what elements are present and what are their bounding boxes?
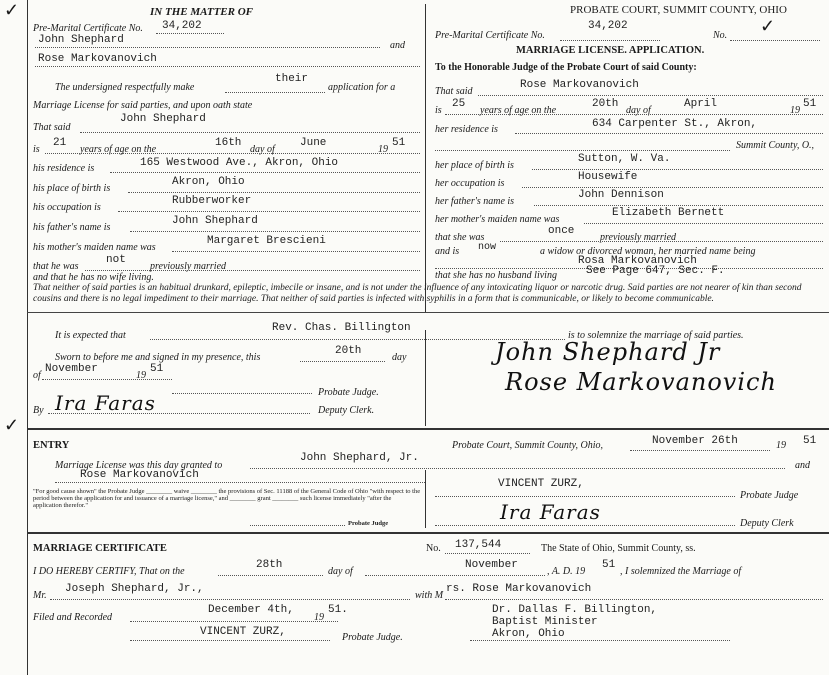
rule xyxy=(534,205,823,206)
divider-certificate xyxy=(27,532,829,534)
rule xyxy=(250,525,345,526)
filed-date: December 4th, xyxy=(208,604,294,616)
left-mother: Margaret Brescieni xyxy=(207,235,326,247)
certify-label: I DO HEREBY CERTIFY, That on the xyxy=(33,566,185,577)
right-age: 25 xyxy=(452,98,466,110)
rule xyxy=(730,40,820,41)
left-year: 51 xyxy=(392,137,406,149)
rule xyxy=(445,114,823,115)
check-mark-icon: ✓ xyxy=(4,415,20,435)
right-county: Summit County, O., xyxy=(736,140,815,151)
left-birthplace-label: his place of birth is xyxy=(33,183,111,194)
left-and: and xyxy=(390,40,405,51)
right-no-label: No. xyxy=(713,30,728,41)
right-year: 51 xyxy=(803,98,817,110)
right-cert-no: 34,202 xyxy=(588,20,628,32)
rule xyxy=(118,211,420,212)
rule xyxy=(130,621,338,622)
left-father-label: his father's name is xyxy=(33,222,111,233)
right-was-value: once xyxy=(548,225,575,237)
mrs-name: rs. Rose Markovanovich xyxy=(446,583,592,595)
to-judge: To the Honorable Judge of the Probate Court of said County: xyxy=(435,62,697,73)
certify-solemnized: , I solemnized the Marriage of xyxy=(620,566,742,577)
undersigned-post: application for a xyxy=(328,82,396,93)
entry-deputy-clerk: Deputy Clerk xyxy=(740,518,794,529)
check-mark-icon: ✓ xyxy=(760,16,776,36)
rule xyxy=(130,231,420,232)
entry-divider xyxy=(425,470,426,528)
certify-day-of: day of xyxy=(328,566,353,577)
left-heading: IN THE MATTER OF xyxy=(150,6,253,18)
left-birth-month: June xyxy=(300,137,327,149)
mr-label: Mr. xyxy=(33,590,47,601)
rule xyxy=(42,379,172,380)
left-that-said: That said xyxy=(33,122,71,133)
sworn-day: 20th xyxy=(335,345,362,357)
certify-year: 51 xyxy=(602,559,616,571)
left-occupation-label: his occupation is xyxy=(33,202,101,213)
entry-year: 51 xyxy=(803,435,817,447)
minister-city: Akron, Ohio xyxy=(492,628,565,640)
entry-heading: ENTRY xyxy=(33,440,70,451)
divider-entry xyxy=(27,428,829,430)
certificate-judge-name: VINCENT ZURZ, xyxy=(200,626,286,638)
rule xyxy=(532,169,823,170)
rule xyxy=(35,66,420,67)
rule xyxy=(560,40,660,41)
left-year-prefix: 19 xyxy=(378,144,388,155)
right-andis-pre: and is xyxy=(435,246,460,257)
filed-year-prefix: 19 xyxy=(314,612,324,623)
right-birth-day: 20th xyxy=(592,98,619,110)
entry-court: Probate Court, Summit County, Ohio, xyxy=(452,440,604,451)
expected-label: It is expected that xyxy=(55,330,126,341)
right-birthplace: Sutton, W. Va. xyxy=(578,153,671,165)
rule xyxy=(130,640,330,641)
right-residence-label: her residence is xyxy=(435,124,498,135)
left-no-wife: and that he has no wife living. xyxy=(33,272,154,283)
with-label: with M xyxy=(415,590,444,601)
right-occupation: Housewife xyxy=(578,171,638,183)
entry-clerk-signature: Ira Faras xyxy=(500,500,601,524)
undersigned-pre: The undersigned respectfully make xyxy=(55,82,195,93)
right-was-label: that she was xyxy=(435,232,485,243)
certificate-no: 137,544 xyxy=(455,539,502,551)
entry-date: November 26th xyxy=(652,435,738,447)
right-cert-label: Pre-Marital Certificate No. xyxy=(435,30,545,41)
left-margin-line xyxy=(27,0,28,675)
left-cert-label: Pre-Marital Certificate No. xyxy=(33,23,143,34)
left-day-of: day of xyxy=(250,144,275,155)
right-no-husband: that she has no husband living xyxy=(435,270,557,281)
sworn-label: Sworn to before me and signed in my presence, this xyxy=(55,352,261,363)
left-mother-label: his mother's maiden name was xyxy=(33,242,156,253)
left-residence-label: his residence is xyxy=(33,163,95,174)
right-mother: Elizabeth Bernett xyxy=(612,207,725,219)
rule xyxy=(45,153,420,154)
expected-post: is to solemnize the marriage of said parties. xyxy=(568,330,744,341)
entry-year-prefix: 19 xyxy=(776,440,786,451)
rule xyxy=(435,525,735,526)
entry-judge-name: VINCENT ZURZ, xyxy=(498,478,584,490)
court-header: PROBATE COURT, SUMMIT COUNTY, OHIO xyxy=(570,4,787,16)
certify-day: 28th xyxy=(256,559,283,571)
right-year-prefix: 19 xyxy=(790,105,800,116)
entry-granted-label: Marriage License was this day granted to xyxy=(55,460,223,471)
left-age: 21 xyxy=(53,137,67,149)
left-birth-day: 16th xyxy=(215,137,242,149)
oath-by: By xyxy=(33,405,44,416)
rule xyxy=(55,482,425,483)
left-occupation: Rubberworker xyxy=(172,195,252,207)
sworn-divider xyxy=(425,330,426,426)
rule xyxy=(435,150,730,151)
right-age-text: years of age on the xyxy=(480,105,557,116)
rule xyxy=(500,241,823,242)
mr-name: Joseph Shephard, Jr., xyxy=(65,583,204,595)
certificate-state: The State of Ohio, Summit County, ss. xyxy=(541,543,696,554)
sworn-day-word: day xyxy=(392,352,407,363)
left-age-text: years of age on the xyxy=(80,144,157,155)
officiant: Rev. Chas. Billington xyxy=(272,322,411,334)
waive-text: "For good cause shown" the Probate Judge ________ waive ________ the provisions of Sec. 11188 of the General Code of Ohio "with respect to the period between the application for and issuance of a marriage license," and ________ grant ________ such license immediately "after the application therefor." xyxy=(33,488,421,509)
minister-name: Dr. Dallas F. Billington, xyxy=(492,604,658,616)
entry-probate-judge-2: Probate Judge xyxy=(740,490,799,501)
rule xyxy=(365,575,545,576)
right-day-of: day of xyxy=(626,105,651,116)
minister-title: Baptist Minister xyxy=(492,616,598,628)
left-was-value: not xyxy=(106,254,126,266)
rule xyxy=(50,599,410,600)
left-was-label: that he was xyxy=(33,261,79,272)
rule xyxy=(630,450,770,451)
rule xyxy=(218,575,323,576)
check-mark-icon: ✓ xyxy=(4,0,20,20)
certify-month: November xyxy=(465,559,518,571)
right-married-name: Rosa Markovanovich xyxy=(578,255,697,267)
clerk-signature: Ira Faras xyxy=(55,391,156,415)
filed-year: 51. xyxy=(328,604,348,616)
rule xyxy=(300,361,385,362)
left-was-post: previously married xyxy=(150,261,227,272)
right-is: is xyxy=(435,105,442,116)
right-bride-name: Rose Markovanovich xyxy=(520,79,639,91)
rule xyxy=(445,553,530,554)
center-divider xyxy=(425,4,426,312)
filed-label: Filed and Recorded xyxy=(33,612,113,623)
certificate-heading: MARRIAGE CERTIFICATE xyxy=(33,543,167,554)
rule xyxy=(172,251,420,252)
left-father: John Shephard xyxy=(172,215,258,227)
right-see-page: See Page 647, Sec. F. xyxy=(586,265,725,277)
entry-probate-judge: Probate Judge xyxy=(348,520,389,527)
left-cert-no: 34,202 xyxy=(162,20,202,32)
rule xyxy=(48,413,310,414)
left-bride: Rose Markovanovich xyxy=(38,53,157,65)
oath-probate-judge: Probate Judge. xyxy=(318,387,379,398)
rule xyxy=(225,92,325,93)
right-residence: 634 Carpenter St., Akron, xyxy=(592,118,758,130)
rule xyxy=(128,192,420,193)
sworn-year: 51 xyxy=(150,363,164,375)
right-occupation-label: her occupation is xyxy=(435,178,505,189)
rule xyxy=(85,270,420,271)
oath-paragraph: That neither of said parties is an habitual drunkard, epileptic, imbecile or insane, and is not under the influence of any intoxicating liquor or narcotic drug. Said parties are not nearer of kin than second cousins and there is no legal impediment to their marriage. That neither of said parties is infected with syphilis in a form that is communicable, or likely to become communicable. xyxy=(33,283,802,304)
rule xyxy=(172,393,312,394)
left-residence: 165 Westwood Ave., Akron, Ohio xyxy=(140,157,339,169)
right-that-said: That said xyxy=(435,86,473,97)
rule xyxy=(110,172,420,173)
rule xyxy=(80,132,420,133)
oath-deputy-clerk: Deputy Clerk. xyxy=(318,405,375,416)
entry-groom: John Shephard, Jr. xyxy=(300,452,419,464)
left-is: is xyxy=(33,144,40,155)
bride-signature: Rose Markovanovich xyxy=(505,368,777,396)
right-mother-label: her mother's maiden name was xyxy=(435,214,560,225)
sworn-month: November xyxy=(45,363,98,375)
right-birth-month: April xyxy=(684,98,718,110)
rule xyxy=(435,496,735,497)
rule xyxy=(250,468,785,469)
rule xyxy=(522,187,823,188)
marriage-line: Marriage License for said parties, and upon oath state xyxy=(33,100,253,111)
certify-ad: , A. D. 19 xyxy=(547,566,586,577)
entry-bride: Rose Markovanovich xyxy=(80,469,199,481)
left-birthplace: Akron, Ohio xyxy=(172,176,245,188)
right-andis-value: now xyxy=(478,242,497,253)
rule xyxy=(156,33,224,34)
right-father-label: her father's name is xyxy=(435,196,515,207)
certificate-probate-judge: Probate Judge. xyxy=(342,632,403,643)
rule xyxy=(470,640,730,641)
undersigned-their: their xyxy=(275,73,309,85)
right-andis-post: a widow or divorced woman, her married name being xyxy=(540,246,756,257)
left-groom-name: John Shephard xyxy=(120,113,206,125)
certificate-no-label: No. xyxy=(426,543,441,554)
license-title: MARRIAGE LICENSE. APPLICATION. xyxy=(516,45,705,56)
rule xyxy=(478,95,823,96)
rule xyxy=(35,47,380,48)
rule xyxy=(445,599,823,600)
sworn-of: of xyxy=(33,370,41,381)
sworn-year-prefix: 19 xyxy=(136,370,146,381)
rule xyxy=(515,133,823,134)
rule xyxy=(584,223,823,224)
right-was-post: previously married xyxy=(600,232,677,243)
left-groom: John Shephard xyxy=(38,34,124,46)
divider-oath xyxy=(27,312,829,313)
right-father: John Dennison xyxy=(578,189,664,201)
entry-and: and xyxy=(795,460,810,471)
groom-signature: John Shephard Jr xyxy=(495,338,721,366)
right-birthplace-label: her place of birth is xyxy=(435,160,514,171)
